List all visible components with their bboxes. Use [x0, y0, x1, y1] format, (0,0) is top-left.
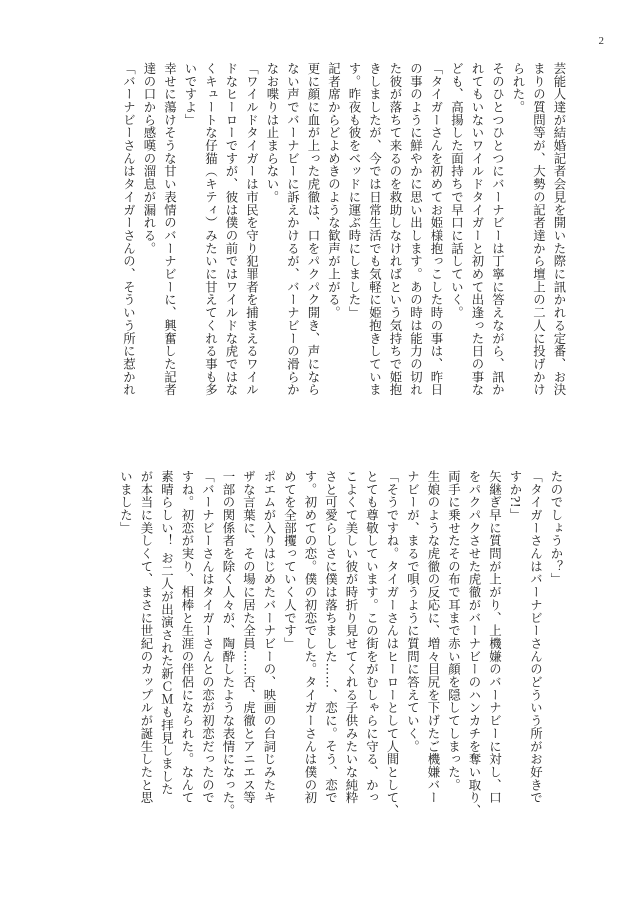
text-line: ザな言葉に、その場に居た全員……否、虎徹とアニエス等 [241, 470, 257, 805]
text-line: ども、高揚した面持ちで早口に話していく。 [449, 62, 465, 319]
text-line: 生娘のような虎徹の反応に、増々目尻を下げたご機嫌バー [426, 470, 441, 805]
text-line: いですよ」 [183, 62, 198, 127]
text-line: なお喋りは止まらない。 [265, 62, 280, 204]
text-line: そのひとつひとつにバーナビーは丁寧に答えながら、訊か [490, 62, 506, 397]
text-line: 「ワイルドタイガーは市民を守り犯罪者を捕まえるワイル [244, 62, 260, 397]
text-line: 「バーナビーさんはタイガーさんの、そういう所に惹かれ [121, 62, 137, 397]
text-line: とても尊敬しています。この街をがむしゃらに守る、かっ [364, 470, 380, 805]
text-line: こよくて美しい彼が時折り見せてくれる子供みたいな純粋 [344, 470, 359, 805]
text-line: 更に顔に血が上った虎徹は、口をパクパク開き、声になら [306, 62, 321, 397]
text-line: 達の口から感嘆の溜息が漏れる。 [142, 62, 157, 255]
text-line: くキュートな仔猫（キティ）みたいに甘えてくれる事も多 [203, 62, 219, 397]
text-line: ドなヒーローですが、彼は僕の前ではワイルドな虎ではな [224, 62, 239, 397]
text-line: すか?!」 [508, 470, 523, 522]
text-line: ナビーが、まるで唄うように質問に答えていく。 [405, 470, 421, 753]
text-line: す。初めての恋。僕の初恋でした。タイガーさんは僕の初 [303, 470, 318, 805]
text-line: めてを全部攫っていく人です」 [282, 470, 298, 650]
text-line: たのでしょうか？」 [549, 470, 564, 586]
text-line: 幸せに蕩けそうな甘い表情のバーナビーに、興奮した記者 [162, 62, 178, 397]
text-line: 両手に乗せたその布で耳まで赤い顔を隠してしまった。 [446, 470, 462, 792]
text-line: まりの質問等が、大勢の記者達から壇上の二人に投げかけ [531, 62, 547, 397]
text-line: 芸能人達が結婚記者会見を開いた際に訊かれる定番、お決 [552, 62, 567, 397]
text-line: 素晴らしい！ お二人が出演された新ＣＭも拝見しました [159, 470, 175, 796]
text-line: 「バーナビーさんはタイガーさんとの恋が初恋だったので [200, 470, 216, 805]
text-line: 「タイガーさんを初めてお姫様抱っこした時の事は、昨日 [429, 62, 444, 397]
text-line: きしましたが、今では日常生活でも気軽に姫抱きしていま [367, 62, 383, 397]
text-line: 記者席からどよめきのような歓声が上がる。 [326, 62, 342, 319]
lower-text-block [115, 470, 566, 842]
text-line: 「そうですね。タイガーさんはヒーローとして人間として、 [385, 470, 400, 817]
page-number: 2 [598, 35, 604, 47]
upper-text-block [118, 62, 569, 434]
text-line: が本当に美しくて、まさに世紀のカップルが誕生したと思 [139, 470, 154, 805]
text-line: た彼が落ちて来るのを救助しなければという気持ちで姫抱 [388, 62, 403, 397]
text-line: さと可愛らしさに僕は落ちました……、恋に。そう、恋で [323, 470, 339, 805]
text-line: 「タイガーさんはバーナビーさんのどういう所がお好きで [528, 470, 544, 805]
text-line: られた。 [511, 62, 526, 114]
text-line: の事のように鮮やかに思い出します。あの時は能力の切れ [408, 62, 424, 397]
text-line: いました」 [118, 470, 134, 535]
text-line: 一部の関係者を除く人々が、陶酔したような表情になった。 [221, 470, 236, 817]
text-line: す。昨夜も彼をベッドに運ぶ時にしました」 [347, 62, 362, 319]
text-line: 矢継ぎ早に質問が上がり、上機嫌のバーナビーに対し、口 [487, 470, 503, 805]
text-line: ポエムが入りはじめたバーナビーの、映画の台詞じみたキ [262, 470, 277, 805]
text-line: すね。初恋が実り、相棒と生涯の伴侶になられた。なんて [180, 470, 195, 805]
text-line: をパクパクさせた虎徹がバーナビーのハンカチを奪い取り、 [467, 470, 482, 817]
text-line: れてもいないワイルドタイガーと初めて出逢った日の事な [470, 62, 485, 397]
text-line: ない声でバーナビーに訴えかけるが、バーナビーの滑らか [285, 62, 301, 397]
